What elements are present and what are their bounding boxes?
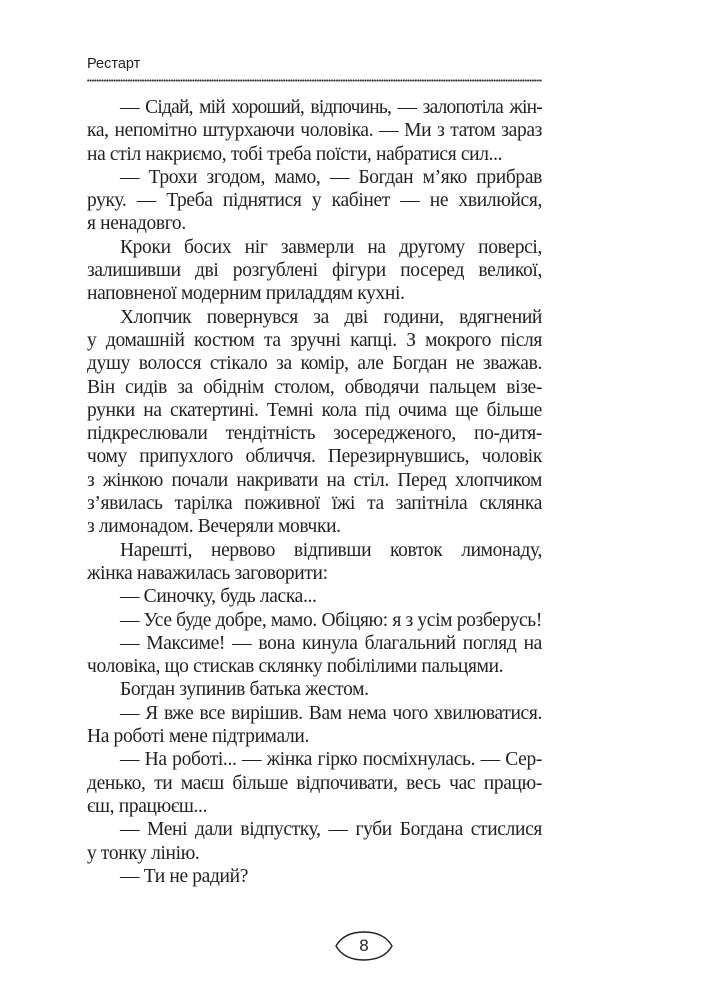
text-line: ка, непомітно штурхаючи чоловіка. — Ми з татом зараз xyxy=(87,120,542,142)
header-dotted-rule xyxy=(87,79,542,82)
text-line: з’явилась тарілка поживної їжі та запітніла склянка xyxy=(87,493,542,515)
text-line: — Трохи згодом, мамо, — Богдан м’яко прибрав xyxy=(120,166,542,188)
text-line: жінка наважилась заговорити: xyxy=(87,562,328,584)
text-line: руку. — Треба піднятися у кабінет — не хвилюйся, xyxy=(87,190,542,212)
text-line: — Ти не радий? xyxy=(120,865,249,887)
text-line: — Синочку, будь ласка... xyxy=(120,586,317,608)
text-line: залишивши дві розгублені фігури посеред великої, xyxy=(87,260,542,282)
text-line: — Сідай, мій хороший, відпочинь, — залопотіла жін- xyxy=(120,97,542,118)
text-line: єш, працюєш... xyxy=(87,795,208,817)
text-line: — Мені дали відпустку, — губи Богдана стислися xyxy=(120,819,542,841)
text-line: рунки на скатертині. Темні кола під очима ще більше xyxy=(87,399,542,421)
page-number: 8 xyxy=(359,936,369,955)
page-number-badge xyxy=(334,930,394,962)
body-text xyxy=(87,96,542,888)
text-line: На роботі мене підтримали. xyxy=(87,726,309,748)
text-line: — Я вже все вирішив. Вам нема чого хвилюватися. xyxy=(120,702,542,724)
text-line: денько, ти маєш більше відпочивати, весь час працю- xyxy=(87,772,542,794)
text-line: на стіл накриємо, тобі треба поїсти, набратися сил... xyxy=(87,143,503,165)
text-line: — На роботі... — жінка гірко посміхнулась. — Сер- xyxy=(120,749,542,771)
text-line: з жінкою почали накривати на стіл. Перед хлопчиком xyxy=(87,469,542,491)
text-line: Нарешті, нервово відпивши ковток лимонаду, xyxy=(120,539,542,561)
text-line: наповненої модерним приладдям кухні. xyxy=(87,283,405,305)
text-line: — Максиме! — вона кинула благальний погляд на xyxy=(120,632,542,654)
text-line: у тонку лінію. xyxy=(87,842,200,864)
text-line: Хлопчик повернувся за дві години, вдягнений xyxy=(120,306,542,328)
text-line: з лимонадом. Вечеряли мовчки. xyxy=(87,516,341,538)
text-line: чоловіка, що стискав склянку побілілими пальцями. xyxy=(87,656,504,678)
text-line: Він сидів за обіднім столом, обводячи пальцем візе- xyxy=(87,376,542,398)
text-line: я ненадовго. xyxy=(87,213,186,235)
text-line: — Усе буде добре, мамо. Обіцяю: я з усім розберусь! xyxy=(120,609,542,631)
text-line: підкреслювали тендітність зосередженого, по-дитя- xyxy=(87,423,542,445)
text-line: чому припухлого обличчя. Перезирнувшись, чоловік xyxy=(87,446,542,468)
text-line: у домашній костюм та зручні капці. З мокрого після xyxy=(87,329,542,351)
text-line: Кроки босих ніг завмерли на другому поверсі, xyxy=(120,236,542,258)
text-line: Богдан зупинив батька жестом. xyxy=(120,679,369,701)
running-header: Рестарт xyxy=(87,56,141,72)
text-line: душу волосся стікало за комір, але Богдан не зважав. xyxy=(87,353,542,375)
